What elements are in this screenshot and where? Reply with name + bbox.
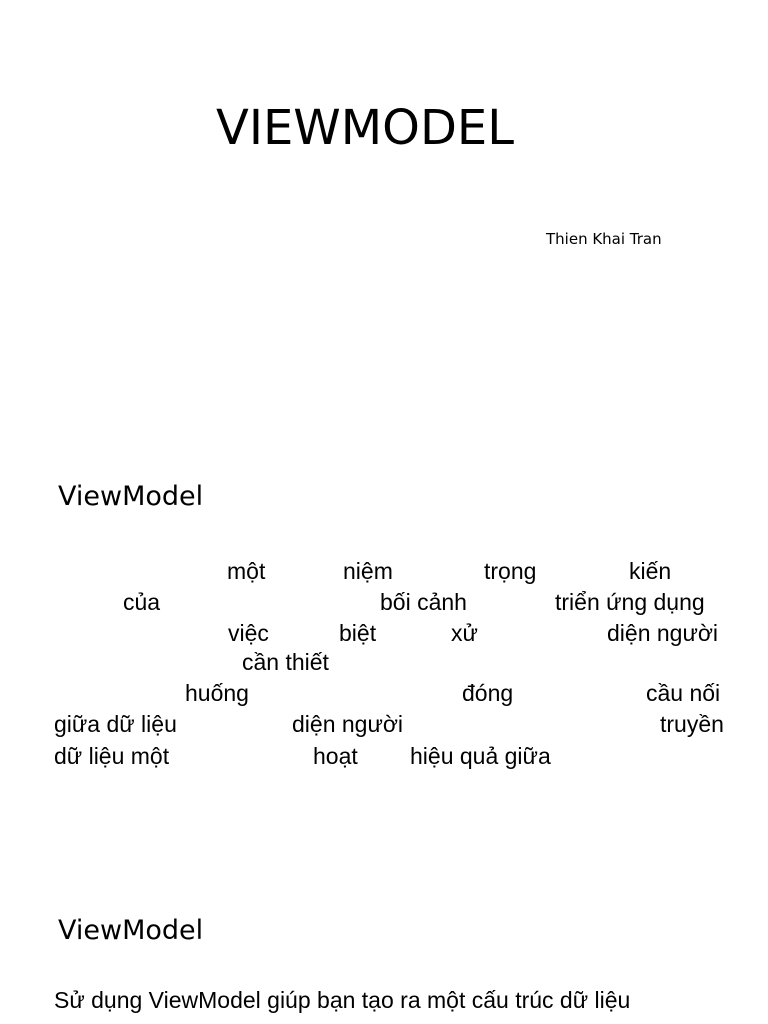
body-word: cần thiết	[242, 649, 329, 675]
body-word: truyền	[660, 711, 724, 737]
body-word: kiến	[629, 558, 672, 584]
body-word: bối cảnh	[380, 589, 467, 615]
body-word: dữ liệu một	[54, 743, 170, 769]
body-word: của	[123, 589, 161, 615]
body-word: biệt	[339, 620, 377, 646]
body-word: việc	[228, 620, 269, 646]
content-slide-1	[0, 440, 768, 870]
body-word: xử	[451, 620, 478, 646]
presentation-title: VIEWMODEL	[215, 100, 514, 156]
body-word: triển ứng dụng	[555, 589, 705, 615]
author-name: Thien Khai Tran	[546, 230, 662, 248]
body-word: diện người	[292, 711, 404, 737]
body-word: huống	[185, 680, 249, 706]
slide-title: ViewModel	[58, 481, 204, 512]
body-word: một	[227, 558, 266, 584]
body-word: cầu nối	[646, 680, 721, 706]
content-slide-2	[0, 870, 768, 1024]
body-word: diện người	[607, 620, 719, 646]
body-word: giữa dữ liệu	[54, 711, 177, 737]
body-word: hiệu quả giữa	[410, 743, 551, 769]
body-word: niệm	[343, 558, 393, 584]
title-slide	[0, 0, 768, 440]
body-word: hoạt	[313, 743, 358, 769]
slide-title: ViewModel	[58, 915, 204, 946]
body-word: trọng	[484, 558, 537, 584]
body-word: đóng	[462, 680, 514, 706]
body-text-line: Sử dụng ViewModel giúp bạn tạo ra một cấu trúc dữ liệu	[54, 987, 631, 1013]
